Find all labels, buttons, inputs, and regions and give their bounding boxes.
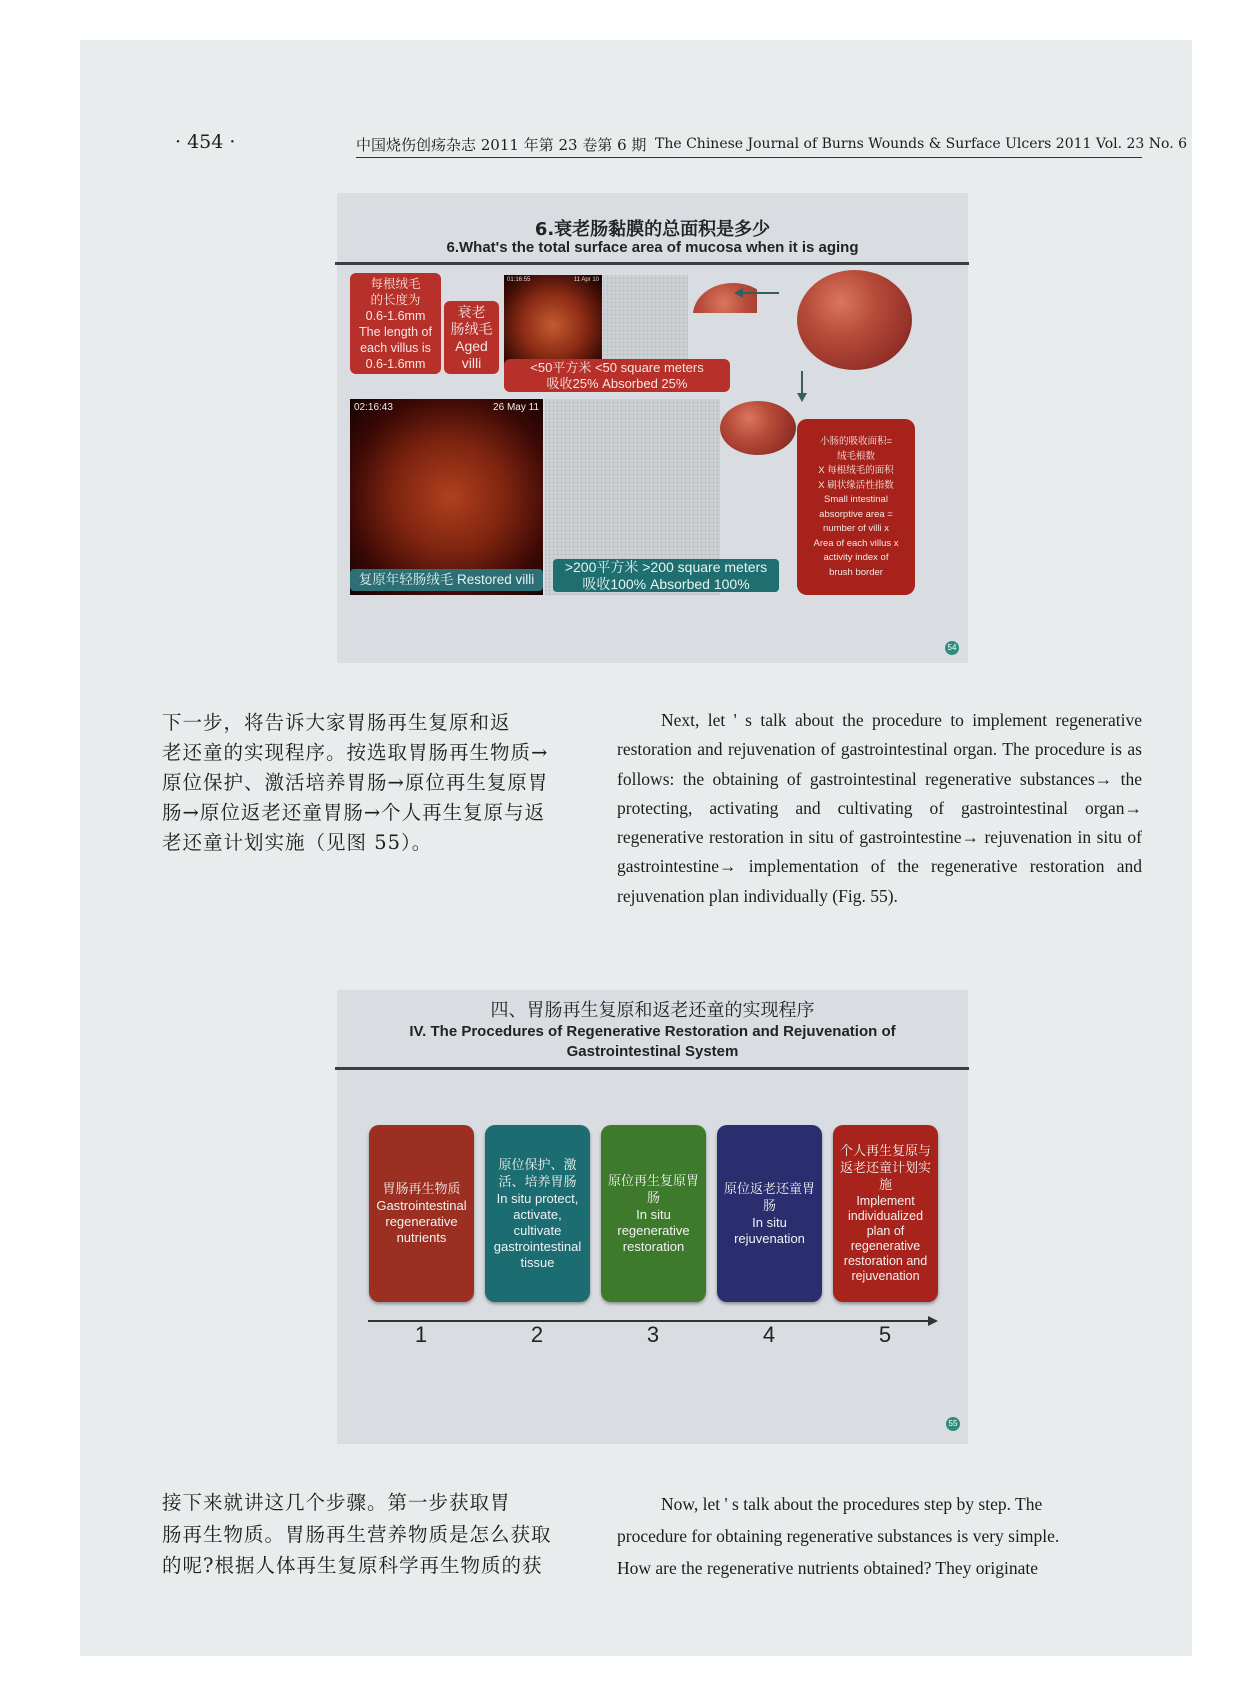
photo1-timestamp: 01:16:55 <box>507 277 531 283</box>
arrow-left-icon <box>734 288 743 298</box>
paragraph-2-en <box>617 1488 1142 1584</box>
cn-line: 原位保护、激活培养胃肠→原位再生复原胃 <box>162 771 549 794</box>
large-area-line: >200平方米 >200 square meters <box>564 559 768 575</box>
aged-villi-line: 衰老 <box>457 304 486 320</box>
small-area-line: 吸收25% Absorbed 25% <box>546 376 688 391</box>
formula-line: 小肠的吸收面积= <box>819 436 893 447</box>
large-area-line: 吸收100% Absorbed 100% <box>582 576 750 592</box>
step-5-cn: 个人再生复原与返老还童计划实施 <box>839 1144 931 1193</box>
en-line: Now, let ' s talk about the procedures step by step. The <box>661 1494 1043 1514</box>
step-5-box <box>833 1125 938 1302</box>
journal-title-en: The Chinese Journal of Burns Wounds & Surface Ulcers 2011 Vol. 23 No. 6 <box>655 136 1188 152</box>
cn-line: 肠再生物质。胃肠再生营养物质是怎么获取 <box>162 1522 552 1546</box>
fig55-title-cn: 四、胃肠再生复原和返老还童的实现程序 <box>490 1000 815 1021</box>
formula-line: 绒毛根数 <box>836 450 875 462</box>
absorption-formula-box <box>797 419 915 595</box>
fig55-title-en-1: IV. The Procedures of Regenerative Restoration and Rejuvenation of <box>409 1023 896 1040</box>
large-egg-image <box>797 270 912 370</box>
step-4-en: In situ rejuvenation <box>734 1214 805 1246</box>
journal-title-cn: 中国烧伤创疡杂志 2011 年第 23 卷第 6 期 <box>356 136 647 154</box>
restored-villi-endoscopy-photo <box>350 399 543 595</box>
step-4-number: 4 <box>762 1322 776 1347</box>
restored-villi-label: 复原年轻肠绒毛 Restored villi <box>350 569 543 591</box>
step-2-en: In situ protect, activate, cultivate gastrointestinal tissue <box>493 1190 582 1270</box>
villus-length-line: each villus is <box>360 341 431 355</box>
step-1-number: 1 <box>414 1322 428 1347</box>
step-5-en: Implement individualized plan of regenerative restoration and rejuvenation <box>843 1194 928 1283</box>
medium-egg-image <box>720 401 796 455</box>
step-3-en: In situ regenerative restoration <box>617 1206 690 1254</box>
en-line: procedure for obtaining regenerative substances is very simple. <box>617 1526 1060 1546</box>
formula-line: Area of each villus x <box>813 537 899 549</box>
step-1-en: Gastrointestinal regenerative nutrients <box>376 1198 467 1245</box>
villus-length-line: 的长度为 <box>370 293 421 307</box>
small-egg-image <box>693 283 757 313</box>
step-3-box <box>601 1125 706 1302</box>
step-5-number: 5 <box>878 1322 892 1347</box>
cn-line: 老还童的实现程序。按选取胃肠再生物质→ <box>162 741 549 764</box>
step-4-cn: 原位返老还童胃肠 <box>723 1181 815 1214</box>
villus-length-line: 每根绒毛 <box>370 277 421 291</box>
cn-line: 下一步，将告诉大家胃肠再生复原和返 <box>162 711 511 734</box>
cn-line: 肠→原位返老还童胃肠→个人再生复原与返 <box>162 801 546 824</box>
cn-line: 接下来就讲这几个步骤。第一步获取胃 <box>162 1491 511 1514</box>
figure-54-slide <box>337 193 968 663</box>
step-1-cn: 胃肠再生物质 <box>382 1182 461 1197</box>
arrow-down-icon <box>801 371 803 395</box>
arrow-down-icon <box>797 393 807 402</box>
en-line: How are the regenerative nutrients obtained? They originate <box>617 1558 1038 1578</box>
header-rule <box>356 157 1142 158</box>
small-area-box <box>504 359 730 392</box>
villus-length-box <box>350 273 441 374</box>
villus-length-line: 0.6-1.6mm <box>365 357 426 371</box>
step-1-box <box>369 1125 474 1302</box>
photo2-time: 02:16:43 <box>354 402 393 413</box>
step-2-cn: 原位保护、激活、培养胃肠 <box>498 1157 577 1190</box>
small-egg-crop <box>689 275 757 313</box>
photo1-date: 11 Apr 10 <box>573 277 599 283</box>
step-4-box <box>717 1125 822 1302</box>
paragraph-1-cn <box>162 708 548 858</box>
page-number: · 454 · <box>175 131 236 153</box>
villus-length-line: 0.6-1.6mm <box>365 309 426 323</box>
aged-villi-line: villi <box>461 355 482 371</box>
aged-villi-box <box>444 301 499 374</box>
paragraph-2-cn <box>162 1487 552 1582</box>
fig54-title-cn: 6.衰老肠黏膜的总面积是多少 <box>534 219 771 240</box>
photo2-date: 26 May 11 <box>493 402 539 413</box>
fig55-title-rule <box>335 1067 969 1070</box>
formula-line: absorptive area = <box>819 508 893 520</box>
formula-line: activity index of <box>823 552 889 563</box>
formula-line: brush border <box>829 566 883 578</box>
fig55-title-en-2: Gastrointestinal System <box>566 1043 739 1060</box>
cn-line: 的呢?根据人体再生复原科学再生物质的获 <box>162 1554 543 1577</box>
step-3-cn: 原位再生复原胃肠 <box>607 1173 699 1206</box>
formula-line: X 刷状缘活性指数 <box>818 479 894 491</box>
arrow-right-icon <box>928 1316 938 1326</box>
step-3-number: 3 <box>646 1322 660 1347</box>
slide-number-badge: 54 <box>945 641 959 655</box>
large-area-box <box>553 559 779 592</box>
arrow-left-icon <box>739 292 779 294</box>
formula-line: number of villi x <box>823 523 889 534</box>
fig54-title-en: 6.What's the total surface area of mucosa when it is aging <box>446 239 859 256</box>
formula-line: Small intestinal <box>824 494 888 505</box>
cn-line: 老还童计划实施（见图 55）。 <box>162 831 433 854</box>
slide-number-badge: 55 <box>946 1417 960 1431</box>
fig54-title-rule <box>335 262 969 265</box>
aged-villi-line: 肠绒毛 <box>450 321 493 337</box>
aged-villi-line: Aged <box>455 338 488 354</box>
step-2-number: 2 <box>530 1322 544 1347</box>
step-2-box <box>485 1125 590 1302</box>
formula-line: X 每根绒毛的面积 <box>818 465 894 476</box>
small-area-line: <50平方米 <50 square meters <box>530 360 704 375</box>
paragraph-1-en: Next, let ' s talk about the procedure to implement regenerative restoration and rejuvenation of gastrointestinal organ. The procedure is as follows: the obtaining of gastrointestinal regenerative substances→ the protecting, activating and cultivating of gastrointestinal organ→ regenerative restoration in situ of gastrointestine→ rejuvenation in situ of gastrointestine→ implementation of the regenerative restoration and rejuvenation plan individually (Fig. 55). <box>617 710 1142 906</box>
villus-length-line: The length of <box>359 325 432 339</box>
